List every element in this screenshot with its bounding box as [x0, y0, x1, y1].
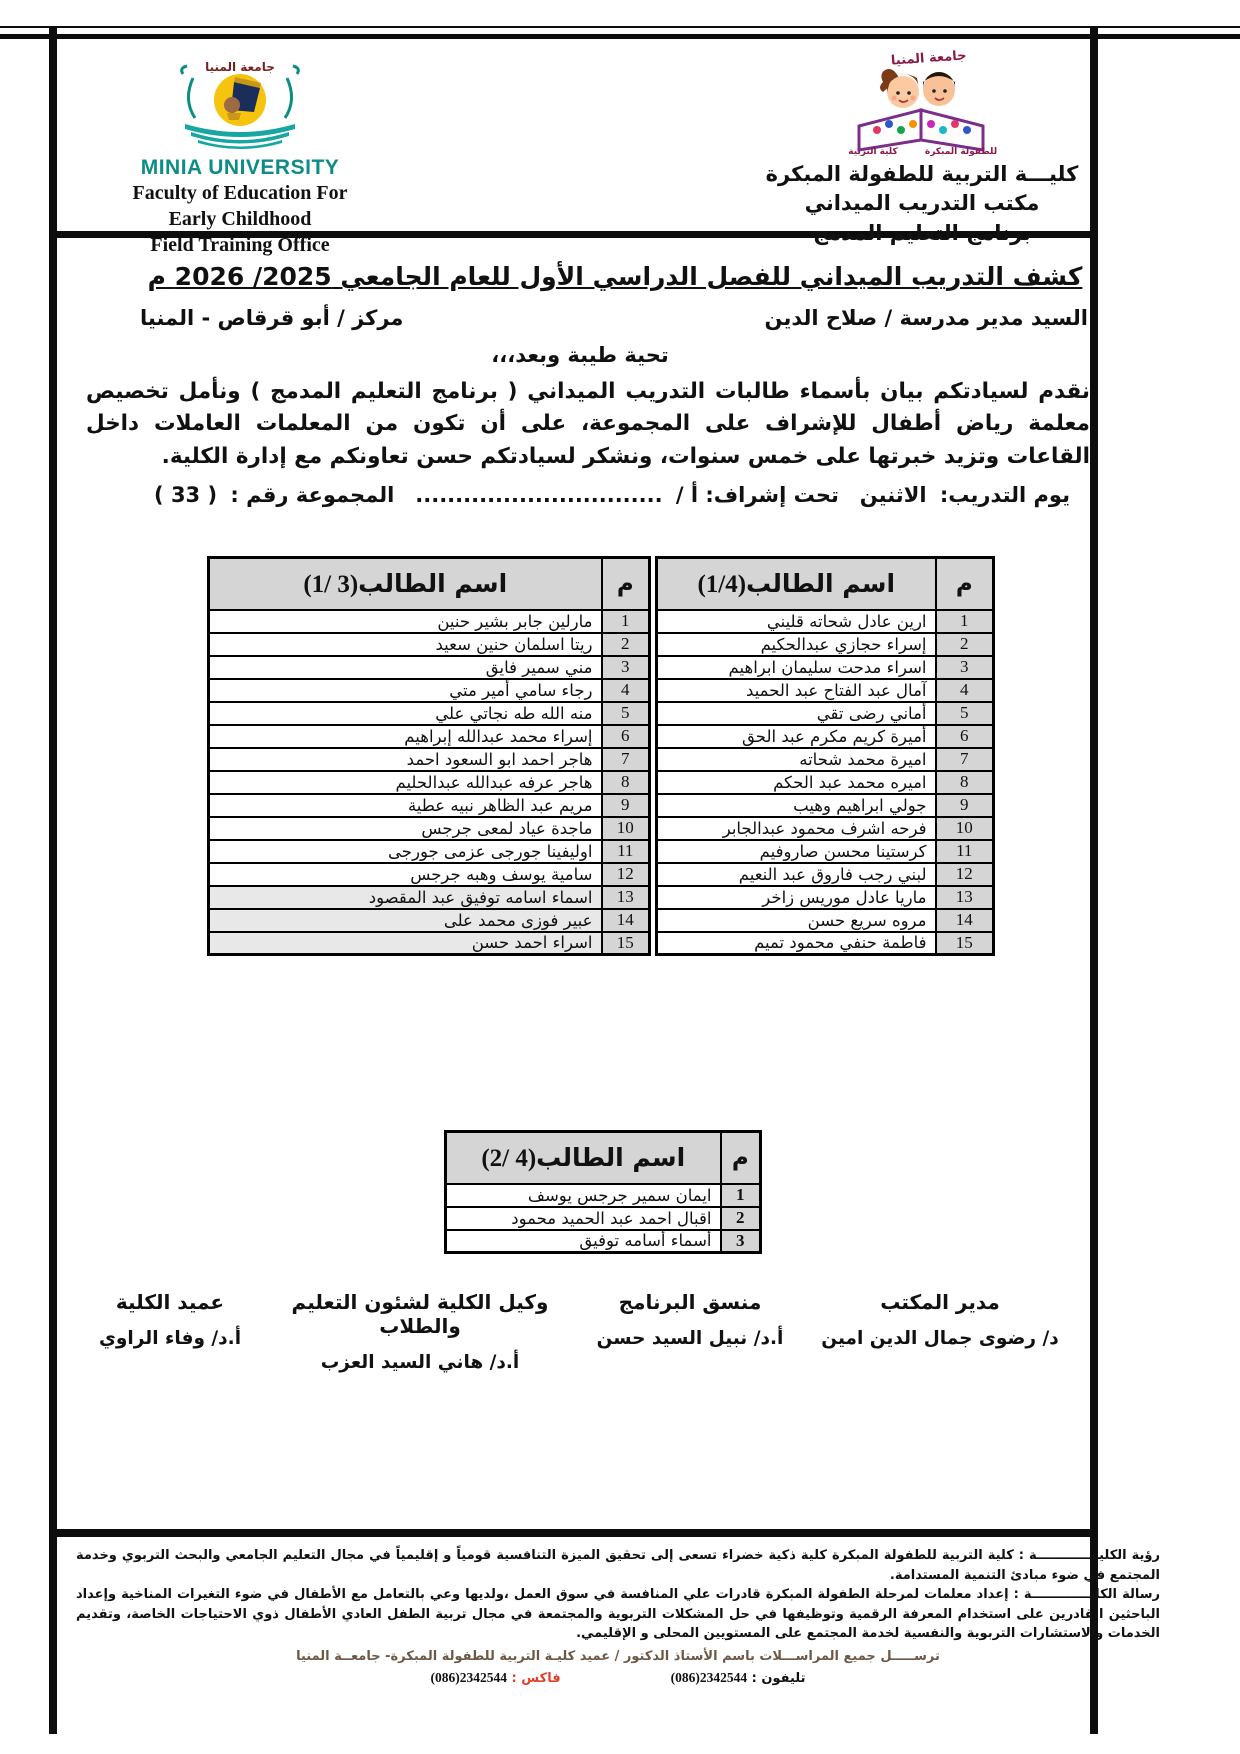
top-border-thick — [0, 34, 1240, 39]
student-row — [657, 840, 994, 863]
row-number: 2 — [602, 633, 650, 656]
students-table-group-1-3 — [207, 556, 651, 956]
signature-title: وكيل الكلية لشئون التعليم والطلاب — [291, 1290, 549, 1338]
row-number: 15 — [936, 932, 994, 955]
student-row — [657, 702, 994, 725]
faculty-name-english-line2: Early Childhood — [168, 208, 312, 230]
program-name-arabic: برنامج التعليم المدمج — [812, 220, 1032, 245]
greeting-line: تحية طيبة وبعد،،، — [491, 343, 669, 367]
logo-bottom-calligraphy-left: كلية التربية — [848, 147, 898, 156]
signature-name: أ.د/ نبيل السيد حسن — [596, 1328, 784, 1349]
student-row — [657, 610, 994, 633]
header-row — [657, 558, 994, 610]
row-number: 13 — [602, 886, 650, 909]
row-number: 13 — [936, 886, 994, 909]
left-border-bar — [49, 28, 57, 1734]
addressee-line — [140, 306, 1088, 330]
letterhead-english-block — [70, 58, 410, 258]
signature-title: مدير المكتب — [880, 1290, 1000, 1314]
row-number: 8 — [602, 771, 650, 794]
mission-label: رسالة الكليـــــــــــــة : — [1008, 1587, 1160, 1602]
student-name: ريتا اسلمان حنين سعيد — [209, 633, 602, 656]
logo-top-calligraphy: جامعة المنيا — [890, 48, 967, 69]
row-number: 1 — [936, 610, 994, 633]
addressee-district: مركز / أبو قرقاص - المنيا — [140, 306, 404, 330]
student-name: اسراء مدحت سليمان ابراهيم — [657, 656, 936, 679]
student-row — [209, 886, 650, 909]
phone-label: تليفون : — [747, 1671, 806, 1686]
student-name: مارلين جابر بشير حنين — [209, 610, 602, 633]
row-number: 5 — [602, 702, 650, 725]
college-mission — [76, 1585, 1160, 1644]
student-name: أسماء أسامه توفيق — [446, 1230, 721, 1253]
row-number: 14 — [602, 909, 650, 932]
row-number: 11 — [602, 840, 650, 863]
logo-calligraphy-text: جامعة المنيا — [205, 60, 275, 74]
student-name: إسراء حجازي عبدالحكيم — [657, 633, 936, 656]
phone-number: (086)2342544 — [670, 1670, 748, 1685]
student-row — [657, 633, 994, 656]
signature-program-coordinator — [570, 1290, 810, 1373]
group-number-label: المجموعة رقم : — [230, 483, 395, 507]
minia-university-logo-icon — [165, 58, 315, 154]
student-name: اوليفينا جورجى عزمى جورجى — [209, 840, 602, 863]
student-row — [657, 909, 994, 932]
footer-block — [76, 1546, 1160, 1689]
signatures-row — [70, 1290, 1070, 1373]
signature-name: أ.د/ وفاء الراوي — [98, 1328, 242, 1349]
student-name: اسراء احمد حسن — [209, 932, 602, 955]
mission-text: إعداد معلمات لمرحلة الطفولة المبكرة قادرات علي المنافسة في سوق العمل ،ولديها وعي بالتعامل مع الأطفال في ضوء التغيرات المناخية وإعداد الباحثين القادرين على استخدام المعرفة الرقمية وتوظيفها في حل المشكلات التربوية والمجتمعة في مجال تربية الطفل العادي الأطفال ذوي الاحتياجات الخاصة، وتقديم الخدمات والاستشارات التربوية والنفسية لخدمة المجتمع على المستويين المحلى و الإقليمي. — [76, 1587, 1160, 1641]
row-number: 4 — [936, 679, 994, 702]
signature-title: منسق البرنامج — [618, 1290, 762, 1314]
row-number: 6 — [936, 725, 994, 748]
office-name-arabic: مكتب التدريب الميداني — [804, 191, 1040, 216]
student-name: ماريا عادل موريس زاخر — [657, 886, 936, 909]
vision-text: كلية التربية للطفولة المبكرة كلية ذكية خضراء تسعى إلى تحقيق الميزة التنافسية قومياً و إقليمياً في مجال التعليم الجامعي والبحث التربوي وخدمة المجتمع في ضوء مبادئ التنمية المستدامة. — [76, 1548, 1160, 1583]
row-number: 7 — [602, 748, 650, 771]
student-name: لبني رجب فاروق عبد النعيم — [657, 863, 936, 886]
student-row — [446, 1184, 761, 1207]
row-number: 3 — [936, 656, 994, 679]
signature-title: عميد الكلية — [115, 1290, 225, 1314]
student-row — [209, 610, 650, 633]
group-number — [148, 483, 394, 507]
fax — [431, 1668, 561, 1689]
document-title — [110, 262, 1120, 291]
student-row — [657, 748, 994, 771]
student-row — [209, 771, 650, 794]
addressee-school: السيد مدير مدرسة / صلاح الدين — [764, 306, 1088, 330]
student-row — [209, 748, 650, 771]
title-suffix: م — [147, 262, 166, 291]
student-row — [657, 771, 994, 794]
row-number: 10 — [602, 817, 650, 840]
student-row — [657, 932, 994, 955]
student-name: ماجدة عياد لمعى جرجس — [209, 817, 602, 840]
column-header-student-name: اسم الطالب(1/ 3) — [209, 558, 602, 610]
student-row — [209, 633, 650, 656]
column-header-number: م — [721, 1132, 761, 1184]
student-name: جولي ابراهيم وهيب — [657, 794, 936, 817]
column-header-number: م — [602, 558, 650, 610]
student-row — [209, 817, 650, 840]
student-name: كرستينا محسن صاروفيم — [657, 840, 936, 863]
footer-divider-rule — [57, 1529, 1098, 1537]
student-row — [657, 863, 994, 886]
training-day — [854, 483, 1070, 507]
student-name: منه الله طه نجاتي علي — [209, 702, 602, 725]
supervisor — [409, 483, 839, 507]
student-name: إسراء محمد عبدالله إبراهيم — [209, 725, 602, 748]
student-row — [209, 702, 650, 725]
student-row — [209, 725, 650, 748]
column-header-student-name: اسم الطالب(2/ 4) — [446, 1132, 721, 1184]
academic-year: 2026 /2025 — [174, 262, 332, 291]
student-name: عبير فوزى محمد على — [209, 909, 602, 932]
top-border-thin — [0, 26, 1240, 28]
fax-label: فاكس : — [507, 1671, 561, 1686]
logo-bottom-calligraphy-right: للطفولة المبكرة — [924, 147, 998, 156]
student-name: ايمان سمير جرجس يوسف — [446, 1184, 721, 1207]
student-name: فرحه اشرف محمود عبدالجابر — [657, 817, 936, 840]
student-row — [209, 909, 650, 932]
students-table-group-1-4 — [655, 556, 995, 956]
body-paragraph: نقدم لسيادتكم بيان بأسماء طالبات التدريب الميداني ( برنامج التعليم المدمج ) ونأمل تخصيص معلمة رياض أطفال للإشراف على المجموعة، على أن تكون من المعلمات العاملات داخل القاعات وتزيد خبرتها على خمس سنوات، ونشكر لسيادتكم حسن تعاونكم مع إدارة الكلية. — [86, 379, 1090, 469]
row-number: 9 — [602, 794, 650, 817]
row-number: 1 — [602, 610, 650, 633]
signature-name: أ.د/ هاني السيد العزب — [320, 1352, 520, 1373]
row-number: 15 — [602, 932, 650, 955]
row-number: 5 — [936, 702, 994, 725]
correspondence-line: ترســـــل جميع المراســـلات باسم الأستاذ الدكتور / عميد كليـة التربية للطفولة المبكرة- جامعــة المنيا — [296, 1648, 940, 1664]
column-header-number: م — [936, 558, 994, 610]
student-name: مريم عبد الظاهر نبيه عطية — [209, 794, 602, 817]
student-name: اسماء اسامه توفيق عبد المقصود — [209, 886, 602, 909]
student-name: اقبال احمد عبد الحميد محمود — [446, 1207, 721, 1230]
row-number: 8 — [936, 771, 994, 794]
student-row — [446, 1230, 761, 1253]
student-row — [657, 886, 994, 909]
row-number: 3 — [602, 656, 650, 679]
faculty-name-english-line1: Faculty of Education For — [132, 182, 348, 204]
student-name: رجاء سامي أمير متي — [209, 679, 602, 702]
student-row — [446, 1207, 761, 1230]
signature-office-manager — [810, 1290, 1070, 1373]
student-row — [209, 679, 650, 702]
row-number: 10 — [936, 817, 994, 840]
college-vision — [76, 1546, 1160, 1585]
row-number: 14 — [936, 909, 994, 932]
row-number: 11 — [936, 840, 994, 863]
column-header-student-name: اسم الطالب(1/4) — [657, 558, 936, 610]
student-name: هاجر عرفه عبدالله عبدالحليم — [209, 771, 602, 794]
fax-number: (086)2342544 — [430, 1670, 508, 1685]
student-row — [657, 794, 994, 817]
office-name-english: Field Training Office — [150, 234, 330, 256]
row-number: 12 — [936, 863, 994, 886]
student-row — [657, 656, 994, 679]
student-name: ارين عادل شحاته قليني — [657, 610, 936, 633]
student-name: أماني رضى تقي — [657, 702, 936, 725]
student-row — [209, 656, 650, 679]
row-number: 4 — [602, 679, 650, 702]
header-row — [446, 1132, 761, 1184]
student-row — [209, 863, 650, 886]
student-name: اميرة محمد شحاته — [657, 748, 936, 771]
group-number-value: ( 33 ) — [154, 483, 218, 507]
contact-line — [76, 1668, 1160, 1689]
students-table-group-2-4 — [444, 1130, 762, 1254]
student-row — [657, 817, 994, 840]
signature-name: د/ رضوى جمال الدين امين — [821, 1328, 1059, 1349]
signature-dean — [70, 1290, 270, 1373]
student-name: فاطمة حنفي محمود تميم — [657, 932, 936, 955]
row-number: 6 — [602, 725, 650, 748]
row-number: 7 — [936, 748, 994, 771]
phone — [671, 1668, 806, 1689]
student-row — [657, 679, 994, 702]
training-day-label: يوم التدريب: — [939, 483, 1070, 507]
supervisor-label: تحت إشراف: أ / — [675, 483, 839, 507]
student-row — [657, 725, 994, 748]
letterhead-arabic-block — [752, 48, 1092, 248]
student-name: مني سمير فايق — [209, 656, 602, 679]
header-row — [209, 558, 650, 610]
row-number: 12 — [602, 863, 650, 886]
student-name: أميرة كريم مكرم عبد الحق — [657, 725, 936, 748]
row-number: 3 — [721, 1230, 761, 1253]
row-number: 1 — [721, 1184, 761, 1207]
student-name: اميره محمد عبد الحكم — [657, 771, 936, 794]
title-text: كشف التدريب الميداني للفصل الدراسي الأول للعام الجامعي — [340, 262, 1083, 291]
signature-vice-dean — [270, 1290, 570, 1373]
supervisor-blank-dots: ............................... — [415, 483, 663, 507]
faculty-name-arabic: كليـــة التربية للطفولة المبكرة — [765, 162, 1079, 186]
row-number: 2 — [936, 633, 994, 656]
student-name: هاجر احمد ابو السعود احمد — [209, 748, 602, 771]
student-row — [209, 840, 650, 863]
student-name: سامية يوسف وهبه جرجس — [209, 863, 602, 886]
student-row — [209, 932, 650, 955]
student-name: مروه سريع حسن — [657, 909, 936, 932]
student-row — [209, 794, 650, 817]
early-childhood-college-logo-icon — [837, 48, 1007, 156]
row-number: 2 — [721, 1207, 761, 1230]
row-number: 9 — [936, 794, 994, 817]
training-day-value: الاثنين — [859, 483, 927, 507]
training-info-line — [148, 483, 1070, 507]
student-name: آمال عبد الفتاح عبد الحميد — [657, 679, 936, 702]
vision-label: رؤية الكليــــــــــــــة : — [1013, 1548, 1160, 1563]
university-name-english: MINIA UNIVERSITY — [140, 156, 340, 179]
